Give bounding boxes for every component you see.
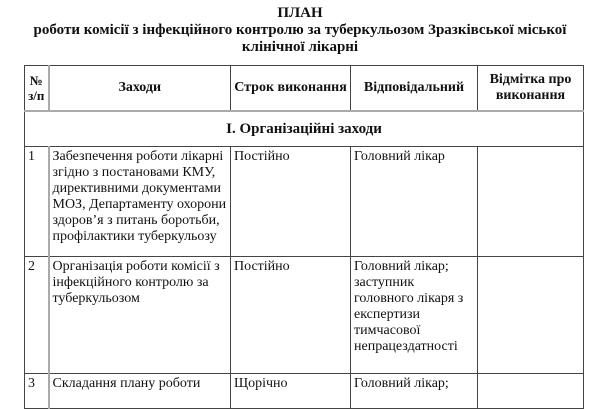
header-measures: Заходи (49, 66, 231, 112)
doc-subtitle-line1: роботи комісії з інфекційного контролю за туберкульозом Зразківської міської (33, 22, 567, 38)
table-row (25, 257, 584, 374)
row-deadline: Щорічно (231, 374, 351, 409)
row-num: 2 (25, 257, 49, 374)
row-mark (478, 257, 584, 374)
doc-subtitle-line2: клінічної лікарні (241, 39, 359, 55)
header-row (25, 66, 584, 112)
row-mark (478, 147, 584, 257)
header-responsible: Відповідальний (351, 66, 478, 112)
row-measure: Організація роботи комісії з інфекційного контролю за туберкульозом (49, 257, 231, 374)
row-deadline: Постійно (231, 147, 351, 257)
row-responsible: Головний лікар; заступник головного лікаря з експертизи тимчасової непрацездатності (351, 257, 478, 374)
row-measure: Забезпечення роботи лікарні згідно з постановами КМУ, директивними документами МОЗ, Департаменту охорони здоров’я з питань боротьби, профілактики туберкульозу (49, 147, 231, 257)
section-row (25, 111, 584, 147)
header-num: № з/п (25, 66, 49, 112)
header-deadline: Строк виконання (231, 66, 351, 112)
table-row (25, 147, 584, 257)
row-mark (478, 374, 584, 409)
row-measure: Складання плану роботи (49, 374, 231, 409)
section-title: І. Організаційні заходи (25, 111, 584, 147)
header-mark: Відмітка про виконання (478, 66, 584, 112)
row-responsible: Головний лікар (351, 147, 478, 257)
row-responsible: Головний лікар; (351, 374, 478, 409)
plan-table (24, 65, 584, 409)
row-num: 1 (25, 147, 49, 257)
row-deadline: Постійно (231, 257, 351, 374)
doc-title: ПЛАН (277, 5, 323, 21)
table-row (25, 374, 584, 409)
row-num: 3 (25, 374, 49, 409)
